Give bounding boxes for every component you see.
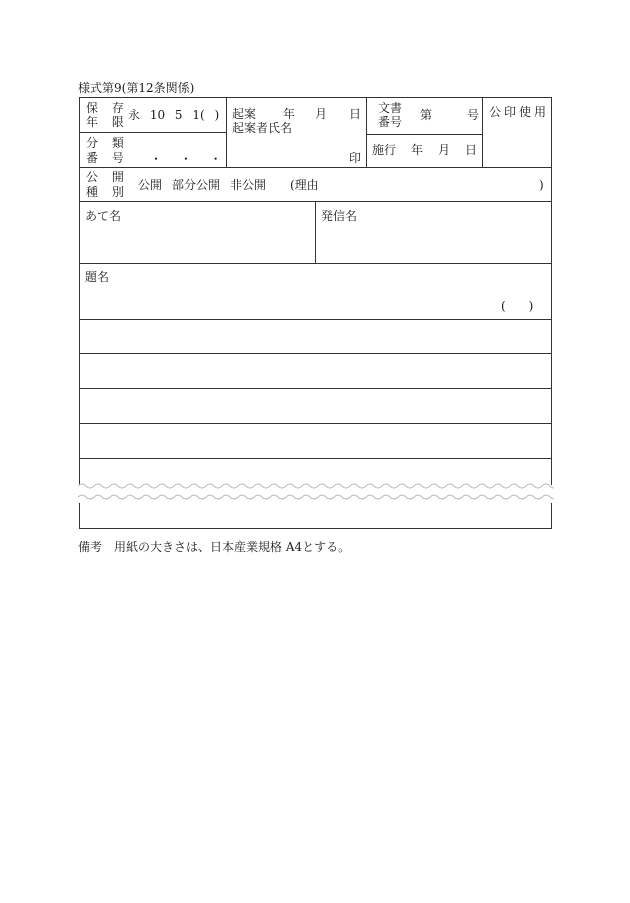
table-border-right [551,97,552,485]
hasshin-label: 発信名 [321,209,358,223]
kokai-opt-partial: 部分公開 [172,178,221,192]
divider-col-hozon-kian [226,97,227,167]
kokai-label-bottom: 種 別 [86,185,129,199]
divider-row1-row2 [79,167,552,168]
shiko-nen: 年 [411,143,424,157]
form-title: 様式第9(第12条関係) [78,81,195,95]
bunsho-go: 号 [467,108,480,122]
bunrui-label-top: 分 類 [86,136,129,150]
shiko-tsuki: 月 [438,143,451,157]
table-border-left-bottom [79,503,80,529]
kokai-opt-public: 公開 [138,178,163,192]
shiko-hi: 日 [465,143,478,157]
kian-label: 起案 [232,107,257,121]
kokai-reason-close: ) [539,178,544,192]
kokai-opt-private: 非公開 [230,178,267,192]
divider-row3-row4 [79,263,552,264]
divider-blank-4 [79,423,552,424]
table-border-right-bottom [551,503,552,529]
hozon-value: 永 10 5 1( ) [128,108,220,122]
table-border-left [79,97,80,485]
divider-col-bunsho-koin [482,97,483,167]
bunsho-dai: 第 [420,108,433,122]
bunrui-label-bottom: 番 号 [86,151,129,165]
daimei-label: 題名 [85,270,110,284]
atena-label: あて名 [85,209,122,223]
wavy-break [78,480,554,504]
kian-seal: 印 [349,151,362,165]
kian-tsuki: 月 [315,107,328,121]
kokai-reason-open: (理由 [290,178,319,192]
daimei-paren: ( ) [501,299,534,313]
hozon-label-bottom: 年 限 [86,115,129,129]
divider-blank-1 [79,319,552,320]
bunrui-value: ・ ・ ・ [150,152,222,166]
bunsho-label-bottom: 番号 [378,115,403,129]
table-border-bottom [79,528,552,529]
kokai-label-top: 公 開 [86,170,129,184]
divider-bunsho-shiko [366,134,482,135]
kian-shimei-label: 起案者氏名 [232,121,293,135]
kian-nen: 年 [283,107,296,121]
koin-label: 公印使用 [489,105,550,119]
divider-col-kian-bunsho [366,97,367,167]
bunsho-label-top: 文書 [378,101,403,115]
divider-blank-3 [79,388,552,389]
hozon-label-top: 保 存 [86,101,129,115]
kian-hi: 日 [349,107,362,121]
note-text: 備考 用紙の大きさは、日本産業規格 A4とする。 [78,540,351,554]
divider-col-atena-hasshin [315,201,316,263]
divider-blank-2 [79,353,552,354]
divider-blank-5 [79,458,552,459]
divider-hozon-bunrui [79,132,226,133]
shiko-label: 施行 [372,143,397,157]
